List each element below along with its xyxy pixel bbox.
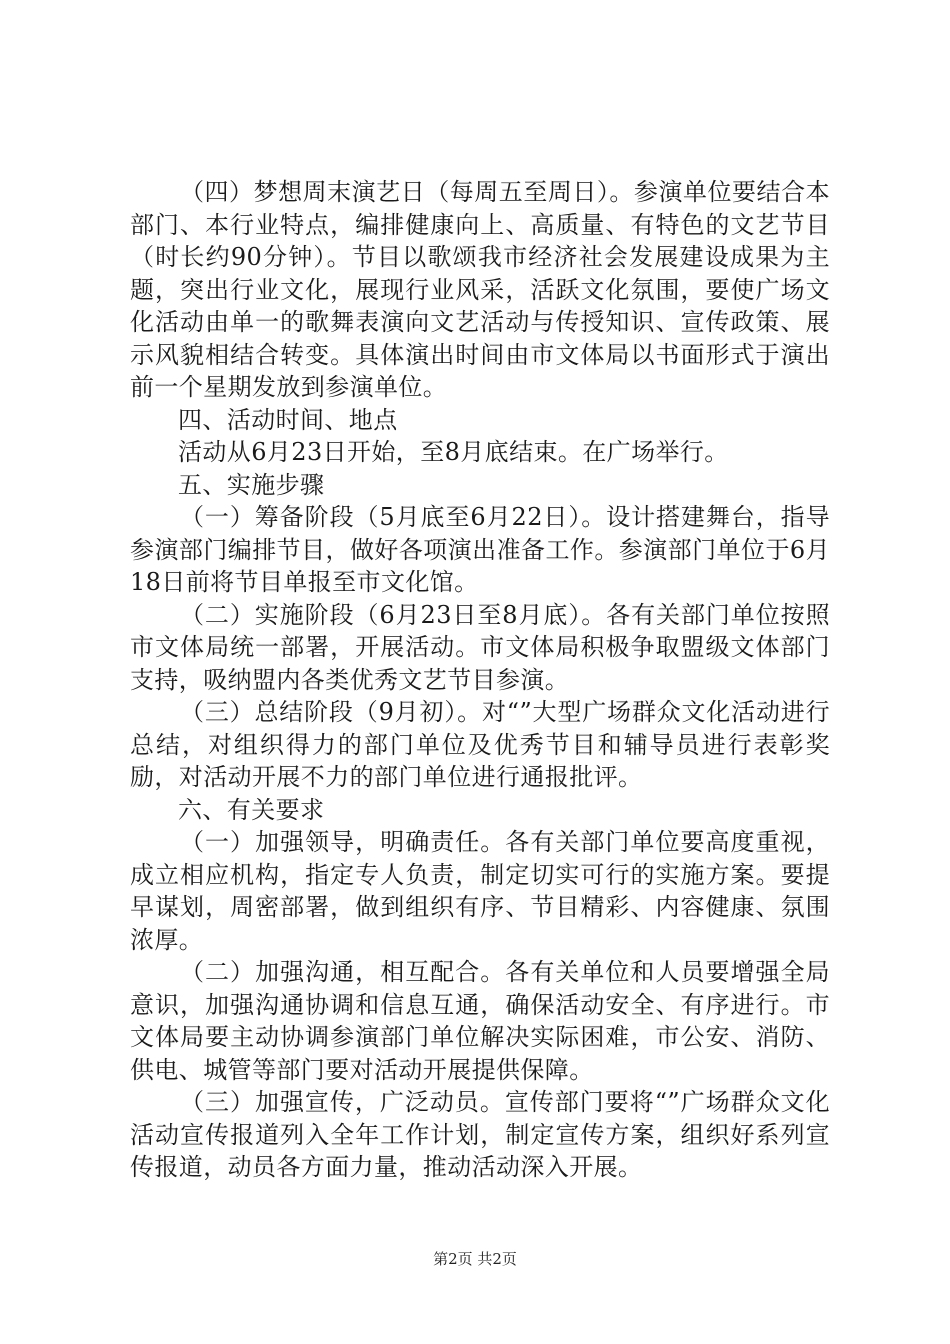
heading-activity-time-place: 四、活动时间、地点 bbox=[178, 405, 398, 434]
paragraph-communication: （二）加强沟通，相互配合。各有关单位和人员要增强全局意识，加强沟通协调和信息互通，确保活动安全、有序进行。市文体局要主动协调参演部门单位解决实际困难，市公安、消防、供电、城管等部门要对活动开展提供保障。 bbox=[130, 958, 830, 1084]
paragraph-activity-time: 活动从6月23日开始，至8月底结束。在广场举行。 bbox=[178, 438, 729, 466]
document-body bbox=[130, 176, 830, 1184]
paragraph-leadership: （一）加强领导，明确责任。各有关部门单位要高度重视，成立相应机构，指定专人负责，制定切实可行的实施方案。要提早谋划，周密部署，做到组织有序、节目精彩、内容健康、氛围浓厚。 bbox=[130, 828, 830, 954]
paragraph-dream-weekend: （四）梦想周末演艺日（每周五至周日）。参演单位要结合本部门、本行业特点，编排健康向上、高质量、有特色的文艺节目（时长约90分钟）。节目以歌颂我市经济社会发展建设成果为主题，突出行业文化，展现行业风采，活跃文化氛围，要使广场文化活动由单一的歌舞表演向文艺活动与传授知识、宣传政策、展示风貌相结合转变。具体演出时间由市文体局以书面形式于演出前一个星期发放到参演单位。 bbox=[130, 178, 830, 401]
heading-implementation-steps: 五、实施步骤 bbox=[178, 470, 325, 499]
paragraph-implementation-stage: （二）实施阶段（6月23日至8月底）。各有关部门单位按照市文体局统一部署，开展活动。市文体局积极争取盟级文体部门支持，吸纳盟内各类优秀文艺节目参演。 bbox=[130, 600, 830, 694]
paragraph-preparation-stage: （一）筹备阶段（5月底至6月22日）。设计搭建舞台，指导参演部门编排节目，做好各项演出准备工作。参演部门单位于6月18日前将节目单报至市文化馆。 bbox=[130, 503, 830, 596]
paragraph-publicity: （三）加强宣传，广泛动员。宣传部门要将“”广场群众文化活动宣传报道列入全年工作计划，制定宣传方案，组织好系列宣传报道，动员各方面力量，推动活动深入开展。 bbox=[130, 1088, 830, 1181]
page-footer: 第2页 共2页 bbox=[433, 1250, 517, 1268]
paragraph-summary-stage: （三）总结阶段（9月初）。对“”大型广场群众文化活动进行总结，对组织得力的部门单位及优秀节目和辅导员进行表彰奖励，对活动开展不力的部门单位进行通报批评。 bbox=[130, 698, 830, 791]
heading-requirements: 六、有关要求 bbox=[178, 795, 325, 824]
